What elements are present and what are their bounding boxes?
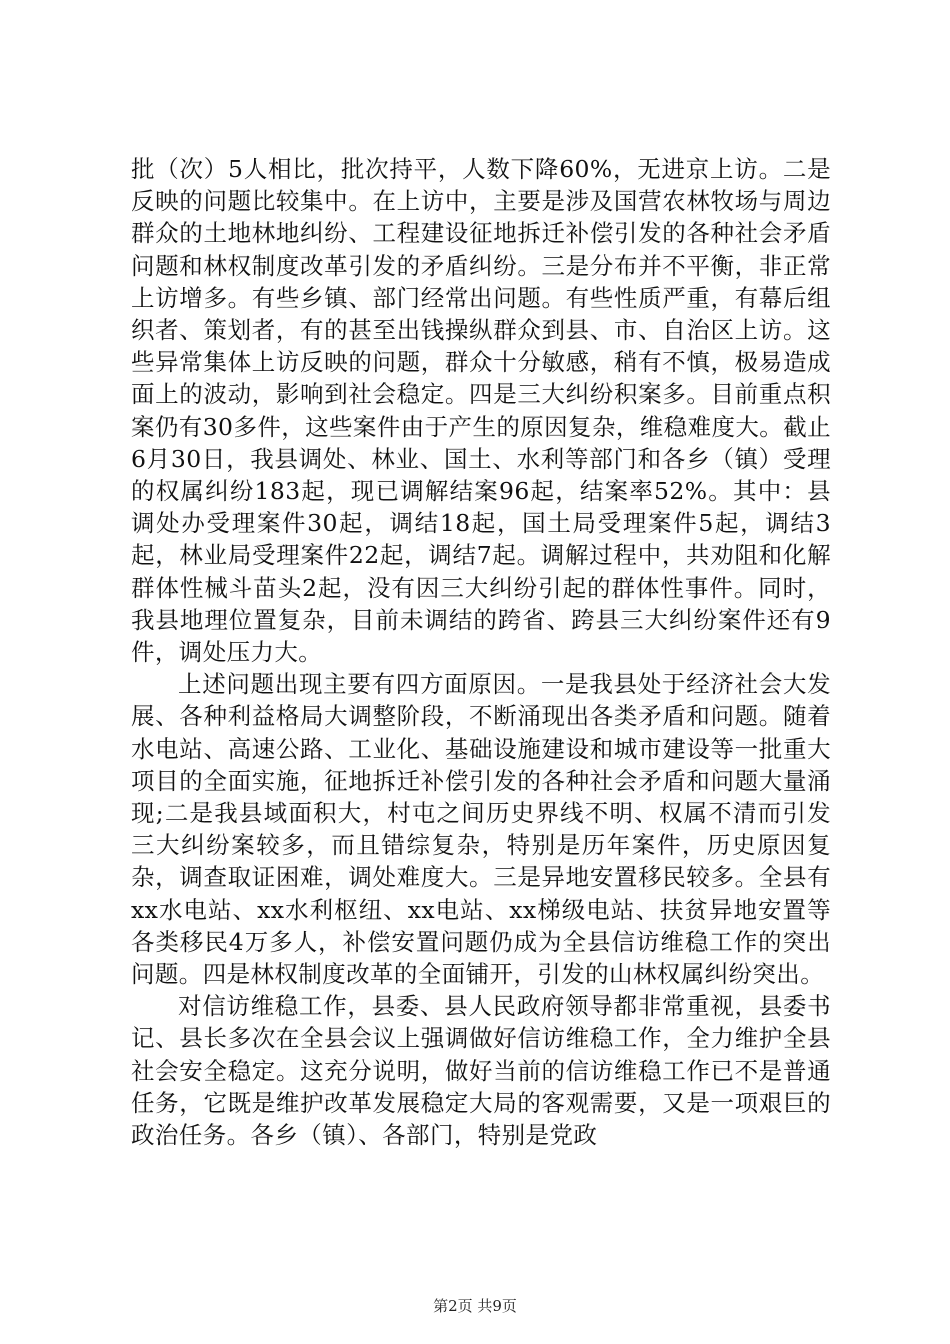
paragraph-3: 对信访维稳工作，县委、县人民政府领导都非常重视，县委书记、县长多次在全县会议上强调做好信访维稳工作，全力维护全县社会安全稳定。这充分说明，做好当前的信访维稳工作已不是普通任务，它既是维护改革发展稳定大局的客观需要，又是一项艰巨的政治任务。各乡（镇）、各部门，特别是党政 (131, 992, 831, 1150)
paragraph-2: 上述问题出现主要有四方面原因。一是我县处于经济社会大发展、各种利益格局大调整阶段，不断涌现出各类矛盾和问题。随着水电站、高速公路、工业化、基础设施建设和城市建设等一批重大项目的全面实施，征地拆迁补偿引发的各种社会矛盾和问题大量涌现;二是我县域面积大，村屯之间历史界线不明、权属不清而引发三大纠纷案较多，而且错综复杂，特别是历年案件，历史原因复杂，调查取证困难，调处难度大。三是异地安置移民较多。全县有xx水电站、xx水利枢纽、xx电站、xx梯级电站、扶贫异地安置等各类移民4万多人，补偿安置问题仍成为全县信访维稳工作的突出问题。四是林权制度改革的全面铺开，引发的山林权属纠纷突出。 (131, 670, 831, 989)
document-body (131, 153, 831, 1151)
page-number-footer: 第2页 共9页 (433, 1297, 517, 1315)
paragraph-1: 批（次）5人相比，批次持平，人数下降60%，无进京上访。二是反映的问题比较集中。在上访中，主要是涉及国营农林牧场与周边群众的土地林地纠纷、工程建设征地拆迁补偿引发的各种社会矛盾问题和林权制度改革引发的矛盾纠纷。三是分布并不平衡，非正常上访增多。有些乡镇、部门经常出问题。有些性质严重，有幕后组织者、策划者，有的甚至出钱操纵群众到县、市、自治区上访。这些异常集体上访反映的问题，群众十分敏感，稍有不慎，极易造成面上的波动，影响到社会稳定。四是三大纠纷积案多。目前重点积案仍有30多件，这些案件由于产生的原因复杂，维稳难度大。截止6月30日，我县调处、林业、国土、水利等部门和各乡（镇）受理的权属纠纷183起，现已调解结案96起，结案率52%。其中：县调处办受理案件30起，调结18起，国土局受理案件5起，调结3起，林业局受理案件22起，调结7起。调解过程中，共劝阻和化解群体性械斗苗头2起，没有因三大纠纷引起的群体性事件。同时，我县地理位置复杂，目前未调结的跨省、跨县三大纠纷案件还有9件，调处压力大。 (131, 155, 831, 667)
